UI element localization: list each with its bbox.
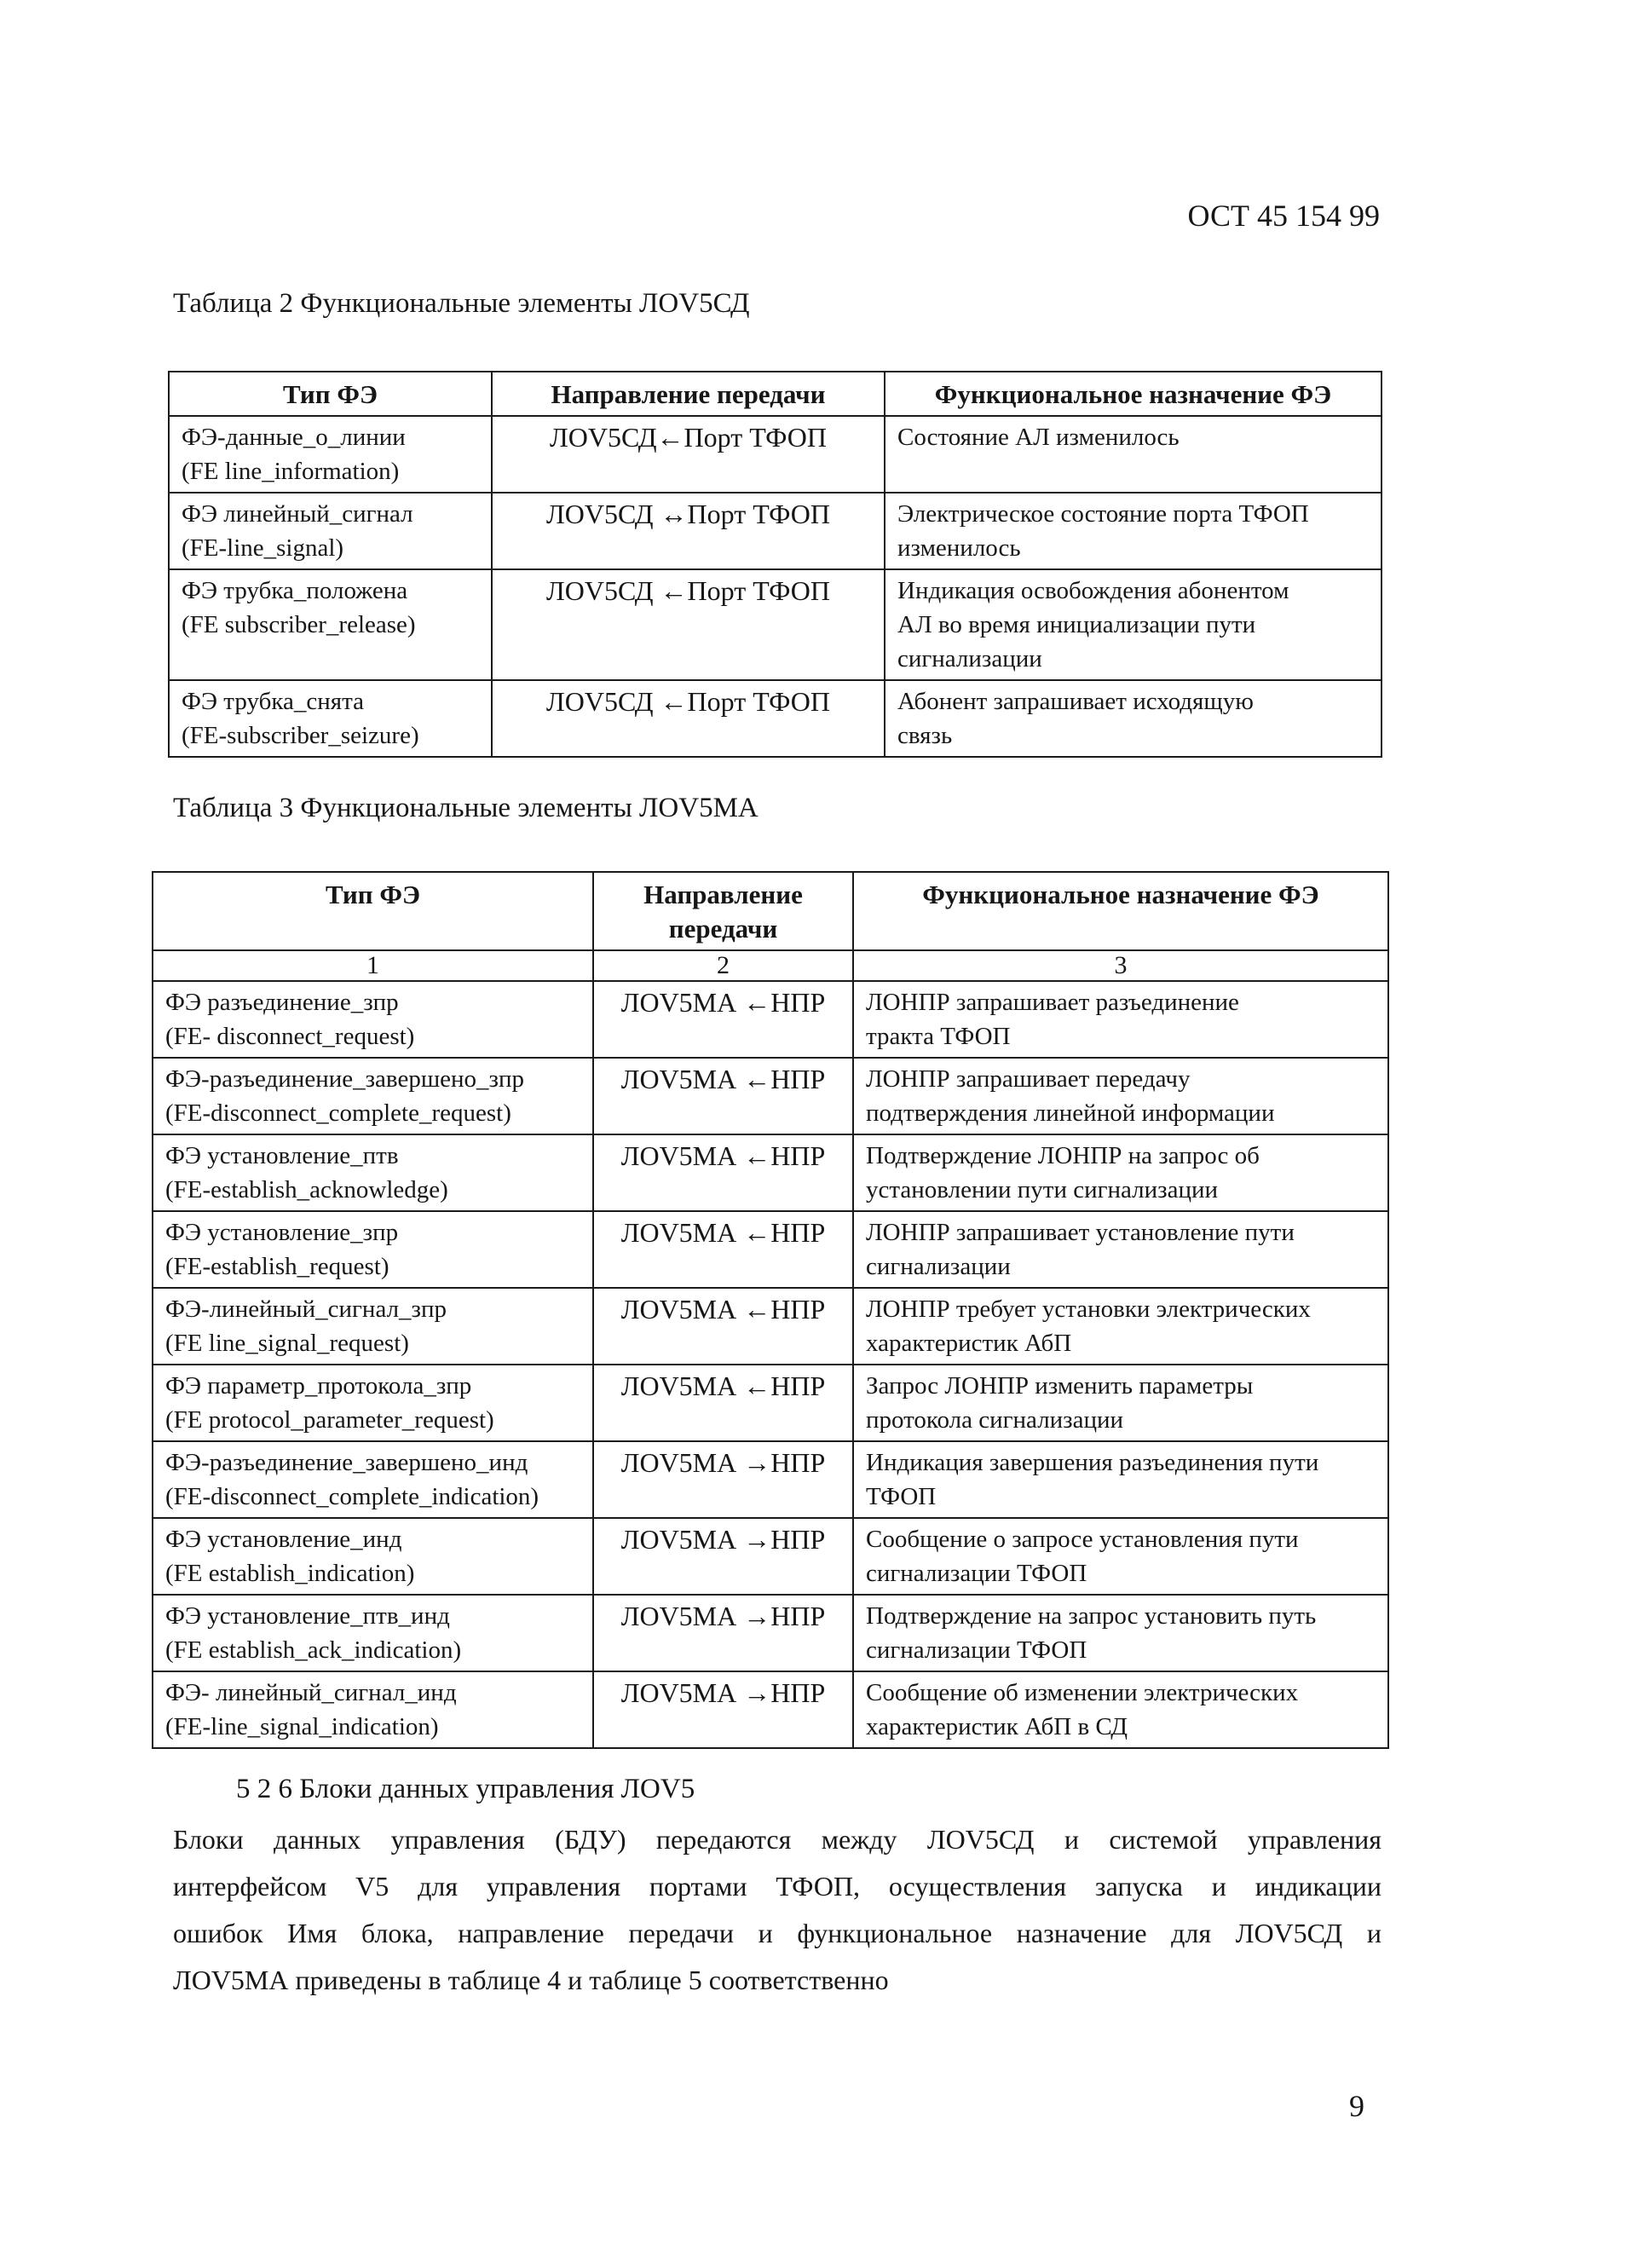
fe-type-line: ФЭ трубка_снята [182, 688, 364, 715]
table-row [153, 1441, 1388, 1518]
direction-cell: ЛОV5МА ←НПР [593, 1211, 853, 1288]
fe-type-line: (FE establish_ack_indication) [165, 1636, 462, 1664]
direction-cell: ЛОV5МА →НПР [593, 1595, 853, 1671]
fe-type-cell [153, 981, 593, 1058]
purpose-line: Подтверждение ЛОНПР на запрос об [866, 1142, 1260, 1169]
table3-colnum-3: 3 [853, 950, 1388, 981]
purpose-line: Сообщение о запросе установления пути [866, 1526, 1299, 1553]
fe-type-line: (FE-subscriber_seizure) [182, 722, 419, 749]
section-title: 5 2 6 Блоки данных управления ЛОV5 [236, 1774, 695, 1804]
table3-number-row [153, 950, 1388, 981]
table2-header-direction: Направление передачи [492, 372, 885, 416]
fe-type-cell [153, 1058, 593, 1134]
purpose-cell [885, 493, 1382, 569]
table-row [153, 1288, 1388, 1365]
fe-type-line: (FE line_signal_request) [165, 1330, 409, 1357]
table-row [153, 1518, 1388, 1595]
table2-caption: Таблица 2 Функциональные элементы ЛОV5СД [173, 288, 750, 319]
table2-header-type: Тип ФЭ [169, 372, 492, 416]
table-row [153, 1211, 1388, 1288]
fe-type-line: (FE establish_indication) [165, 1560, 415, 1587]
purpose-line: характеристик АбП [866, 1330, 1072, 1357]
fe-type-line: ФЭ установление_зпр [165, 1219, 399, 1246]
purpose-cell [885, 569, 1382, 680]
section-paragraph [173, 1816, 1382, 2004]
purpose-line: Индикация завершения разъединения пути [866, 1449, 1319, 1476]
fe-type-line: (FE- disconnect_request) [165, 1023, 415, 1050]
fe-type-line: ФЭ-линейный_сигнал_зпр [165, 1296, 447, 1323]
table-row [169, 680, 1382, 757]
table-row [153, 1671, 1388, 1748]
purpose-cell [853, 1134, 1388, 1211]
table3-header-purpose: Функциональное назначение ФЭ [853, 872, 1388, 950]
purpose-cell [853, 981, 1388, 1058]
purpose-line: Подтверждение на запрос установить путь [866, 1602, 1317, 1630]
direction-cell: ЛОV5МА →НПР [593, 1441, 853, 1518]
fe-type-line: ФЭ-разъединение_завершено_зпр [165, 1065, 525, 1093]
fe-type-cell [169, 680, 492, 757]
fe-type-line: ФЭ разъединение_зпр [165, 989, 399, 1016]
table3-header-direction: Направление передачи [593, 872, 853, 950]
table3-header-row [153, 872, 1388, 950]
fe-type-line: (FE-line_signal) [182, 534, 344, 562]
direction-cell: ЛОV5МА ←НПР [593, 1134, 853, 1211]
purpose-line: ЛОНПР запрашивает установление пути [866, 1219, 1295, 1246]
table-row [153, 1134, 1388, 1211]
purpose-line: протокола сигнализации [866, 1406, 1124, 1434]
fe-type-line: (FE-disconnect_complete_request) [165, 1099, 511, 1127]
purpose-line: Электрическое состояние порта ТФОП [897, 500, 1309, 528]
purpose-line: сигнализации ТФОП [866, 1560, 1087, 1587]
direction-cell: ЛОV5МА ←НПР [593, 1365, 853, 1441]
direction-cell: ЛОV5СД←Порт ТФОП [492, 416, 885, 493]
direction-cell: ЛОV5СД ←Порт ТФОП [492, 680, 885, 757]
fe-type-line: ФЭ линейный_сигнал [182, 500, 413, 528]
table2 [168, 371, 1382, 758]
purpose-line: ТФОП [866, 1483, 937, 1510]
fe-type-line: ФЭ установление_птв [165, 1142, 399, 1169]
purpose-cell [853, 1518, 1388, 1595]
fe-type-line: ФЭ трубка_положена [182, 577, 408, 604]
fe-type-line: ФЭ установление_инд [165, 1526, 402, 1553]
paragraph-line: ошибок Имя блока, направление передачи и функциональное назначение для ЛОV5СД и [173, 1918, 1382, 1948]
purpose-cell [853, 1595, 1388, 1671]
fe-type-line: (FE-line_signal_indication) [165, 1713, 439, 1740]
table3-body [153, 981, 1388, 1748]
purpose-line: Сообщение об изменении электрических [866, 1679, 1299, 1706]
fe-type-cell [169, 569, 492, 680]
page-number: 9 [1349, 2089, 1364, 2123]
table2-header-purpose: Функциональное назначение ФЭ [885, 372, 1382, 416]
fe-type-line: ФЭ-разъединение_завершено_инд [165, 1449, 528, 1476]
fe-type-cell [153, 1365, 593, 1441]
paragraph-line: интерфейсом V5 для управления портами ТФОП, осуществления запуска и индикации [173, 1871, 1382, 1902]
purpose-cell [853, 1288, 1388, 1365]
fe-type-cell [153, 1671, 593, 1748]
fe-type-line: (FE-establish_request) [165, 1253, 389, 1280]
table-row [153, 981, 1388, 1058]
purpose-line: ЛОНПР требует установки электрических [866, 1296, 1311, 1323]
purpose-line: установлении пути сигнализации [866, 1176, 1219, 1203]
direction-cell: ЛОV5МА ←НПР [593, 1288, 853, 1365]
table-row [153, 1595, 1388, 1671]
table2-body [169, 416, 1382, 757]
purpose-line: Индикация освобождения абонентом [897, 577, 1289, 604]
purpose-cell [853, 1441, 1388, 1518]
purpose-line: Абонент запрашивает исходящую [897, 688, 1254, 715]
purpose-line: АЛ во время инициализации пути [897, 611, 1256, 638]
purpose-line: ЛОНПР запрашивает разъединение [866, 989, 1239, 1016]
fe-type-cell [153, 1518, 593, 1595]
purpose-cell [853, 1671, 1388, 1748]
table-row [169, 416, 1382, 493]
purpose-line: характеристик АбП в СД [866, 1713, 1128, 1740]
fe-type-cell [169, 493, 492, 569]
fe-type-line: ФЭ-данные_о_линии [182, 424, 406, 451]
direction-cell: ЛОV5МА →НПР [593, 1518, 853, 1595]
purpose-line: подтверждения линейной информации [866, 1099, 1275, 1127]
direction-cell: ЛОV5МА →НПР [593, 1671, 853, 1748]
fe-type-line: ФЭ установление_птв_инд [165, 1602, 450, 1630]
table3-colnum-2: 2 [593, 950, 853, 981]
direction-cell: ЛОV5СД ←Порт ТФОП [492, 569, 885, 680]
table-row [169, 493, 1382, 569]
fe-type-line: (FE protocol_parameter_request) [165, 1406, 494, 1434]
fe-type-line: ФЭ параметр_протокола_зпр [165, 1372, 472, 1399]
fe-type-cell [169, 416, 492, 493]
table3-colnum-1: 1 [153, 950, 593, 981]
purpose-line: связь [897, 722, 953, 749]
fe-type-line: ФЭ- линейный_сигнал_инд [165, 1679, 457, 1706]
table-row [153, 1365, 1388, 1441]
table-row [169, 569, 1382, 680]
fe-type-line: (FE subscriber_release) [182, 611, 416, 638]
purpose-line: Состояние АЛ изменилось [897, 424, 1180, 451]
fe-type-line: (FE line_information) [182, 458, 400, 485]
purpose-line: сигнализации [866, 1253, 1011, 1280]
paragraph-line: Блоки данных управления (БДУ) передаются между ЛОV5СД и системой управления [173, 1824, 1382, 1855]
fe-type-cell [153, 1211, 593, 1288]
purpose-line: сигнализации [897, 645, 1042, 672]
purpose-line: сигнализации ТФОП [866, 1636, 1087, 1664]
purpose-line: ЛОНПР запрашивает передачу [866, 1065, 1191, 1093]
purpose-cell [853, 1365, 1388, 1441]
direction-cell: ЛОV5СД ↔Порт ТФОП [492, 493, 885, 569]
table3 [152, 871, 1389, 1749]
fe-type-cell [153, 1595, 593, 1671]
fe-type-cell [153, 1288, 593, 1365]
direction-cell: ЛОV5МА ←НПР [593, 1058, 853, 1134]
purpose-line: тракта ТФОП [866, 1023, 1011, 1050]
purpose-cell [853, 1211, 1388, 1288]
fe-type-cell [153, 1441, 593, 1518]
purpose-cell [885, 680, 1382, 757]
table2-header-row [169, 372, 1382, 416]
table3-caption: Таблица 3 Функциональные элементы ЛОV5МА [173, 793, 759, 823]
purpose-line: Запрос ЛОНПР изменить параметры [866, 1372, 1254, 1399]
direction-cell: ЛОV5МА ←НПР [593, 981, 853, 1058]
purpose-cell [885, 416, 1382, 493]
purpose-cell [853, 1058, 1388, 1134]
document-code: ОСТ 45 154 99 [1187, 199, 1380, 233]
table3-header-type: Тип ФЭ [153, 872, 593, 950]
purpose-line: изменилось [897, 534, 1021, 562]
fe-type-line: (FE-disconnect_complete_indication) [165, 1483, 539, 1510]
paragraph-line: ЛОV5МА приведены в таблице 4 и таблице 5 соответственно [173, 1965, 889, 1995]
fe-type-line: (FE-establish_acknowledge) [165, 1176, 448, 1203]
fe-type-cell [153, 1134, 593, 1211]
table-row [153, 1058, 1388, 1134]
